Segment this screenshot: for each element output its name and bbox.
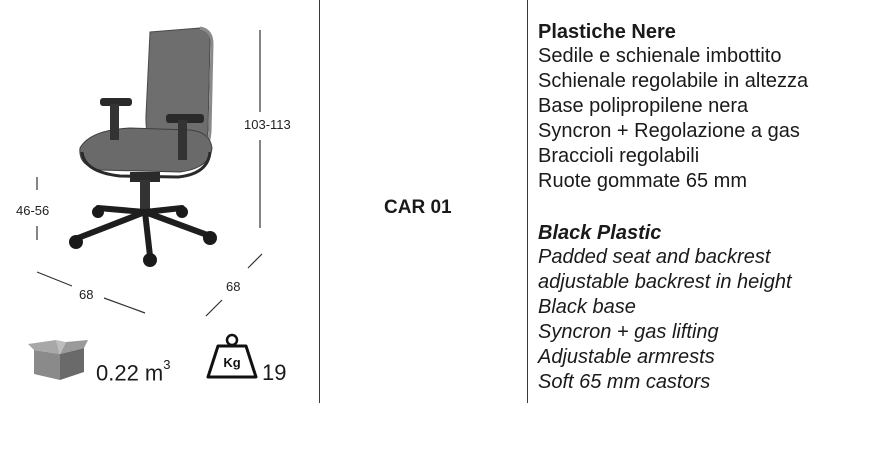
box-icon <box>26 338 90 382</box>
spec-line: Sedile e schienale imbottito <box>538 45 782 67</box>
package-weight: 19 <box>262 360 287 385</box>
height-dimension: 103-113 <box>244 117 291 132</box>
spec-line: Adjustable armrests <box>538 346 715 368</box>
spec-line: Braccioli regolabili <box>538 145 700 167</box>
divider-left <box>319 0 320 403</box>
spec-line: Syncron + gas lifting <box>538 321 719 343</box>
product-code: CAR 01 <box>384 197 452 218</box>
specs-italian-title: Plastiche Nere <box>538 21 676 43</box>
spec-line: Padded seat and backrest <box>538 246 771 268</box>
spec-line: Schienale regolabile in altezza <box>538 70 809 92</box>
specs-english-title: Black Plastic <box>538 222 662 244</box>
specs-english <box>538 221 883 395</box>
width-dimension: 68 <box>79 287 94 302</box>
divider-right <box>527 0 528 403</box>
spec-line: Soft 65 mm castors <box>538 371 711 393</box>
spec-line: adjustable backrest in height <box>538 271 792 293</box>
volume-value: 0.22 m <box>96 360 164 386</box>
dimension-lines <box>0 0 320 330</box>
weight-unit-icon: Kg <box>223 355 241 370</box>
depth-dimension: 68 <box>226 279 241 294</box>
spec-line: Black base <box>538 296 636 318</box>
seat-height-dimension: 46-56 <box>16 203 50 218</box>
spec-line: Ruote gommate 65 mm <box>538 170 747 192</box>
spec-line: Base polipropilene nera <box>538 95 749 117</box>
weight-icon <box>206 333 258 379</box>
spec-line: Syncron + Regolazione a gas <box>538 120 800 142</box>
specs-italian <box>538 20 883 194</box>
volume-exponent: 3 <box>163 357 171 372</box>
package-volume <box>96 357 171 386</box>
